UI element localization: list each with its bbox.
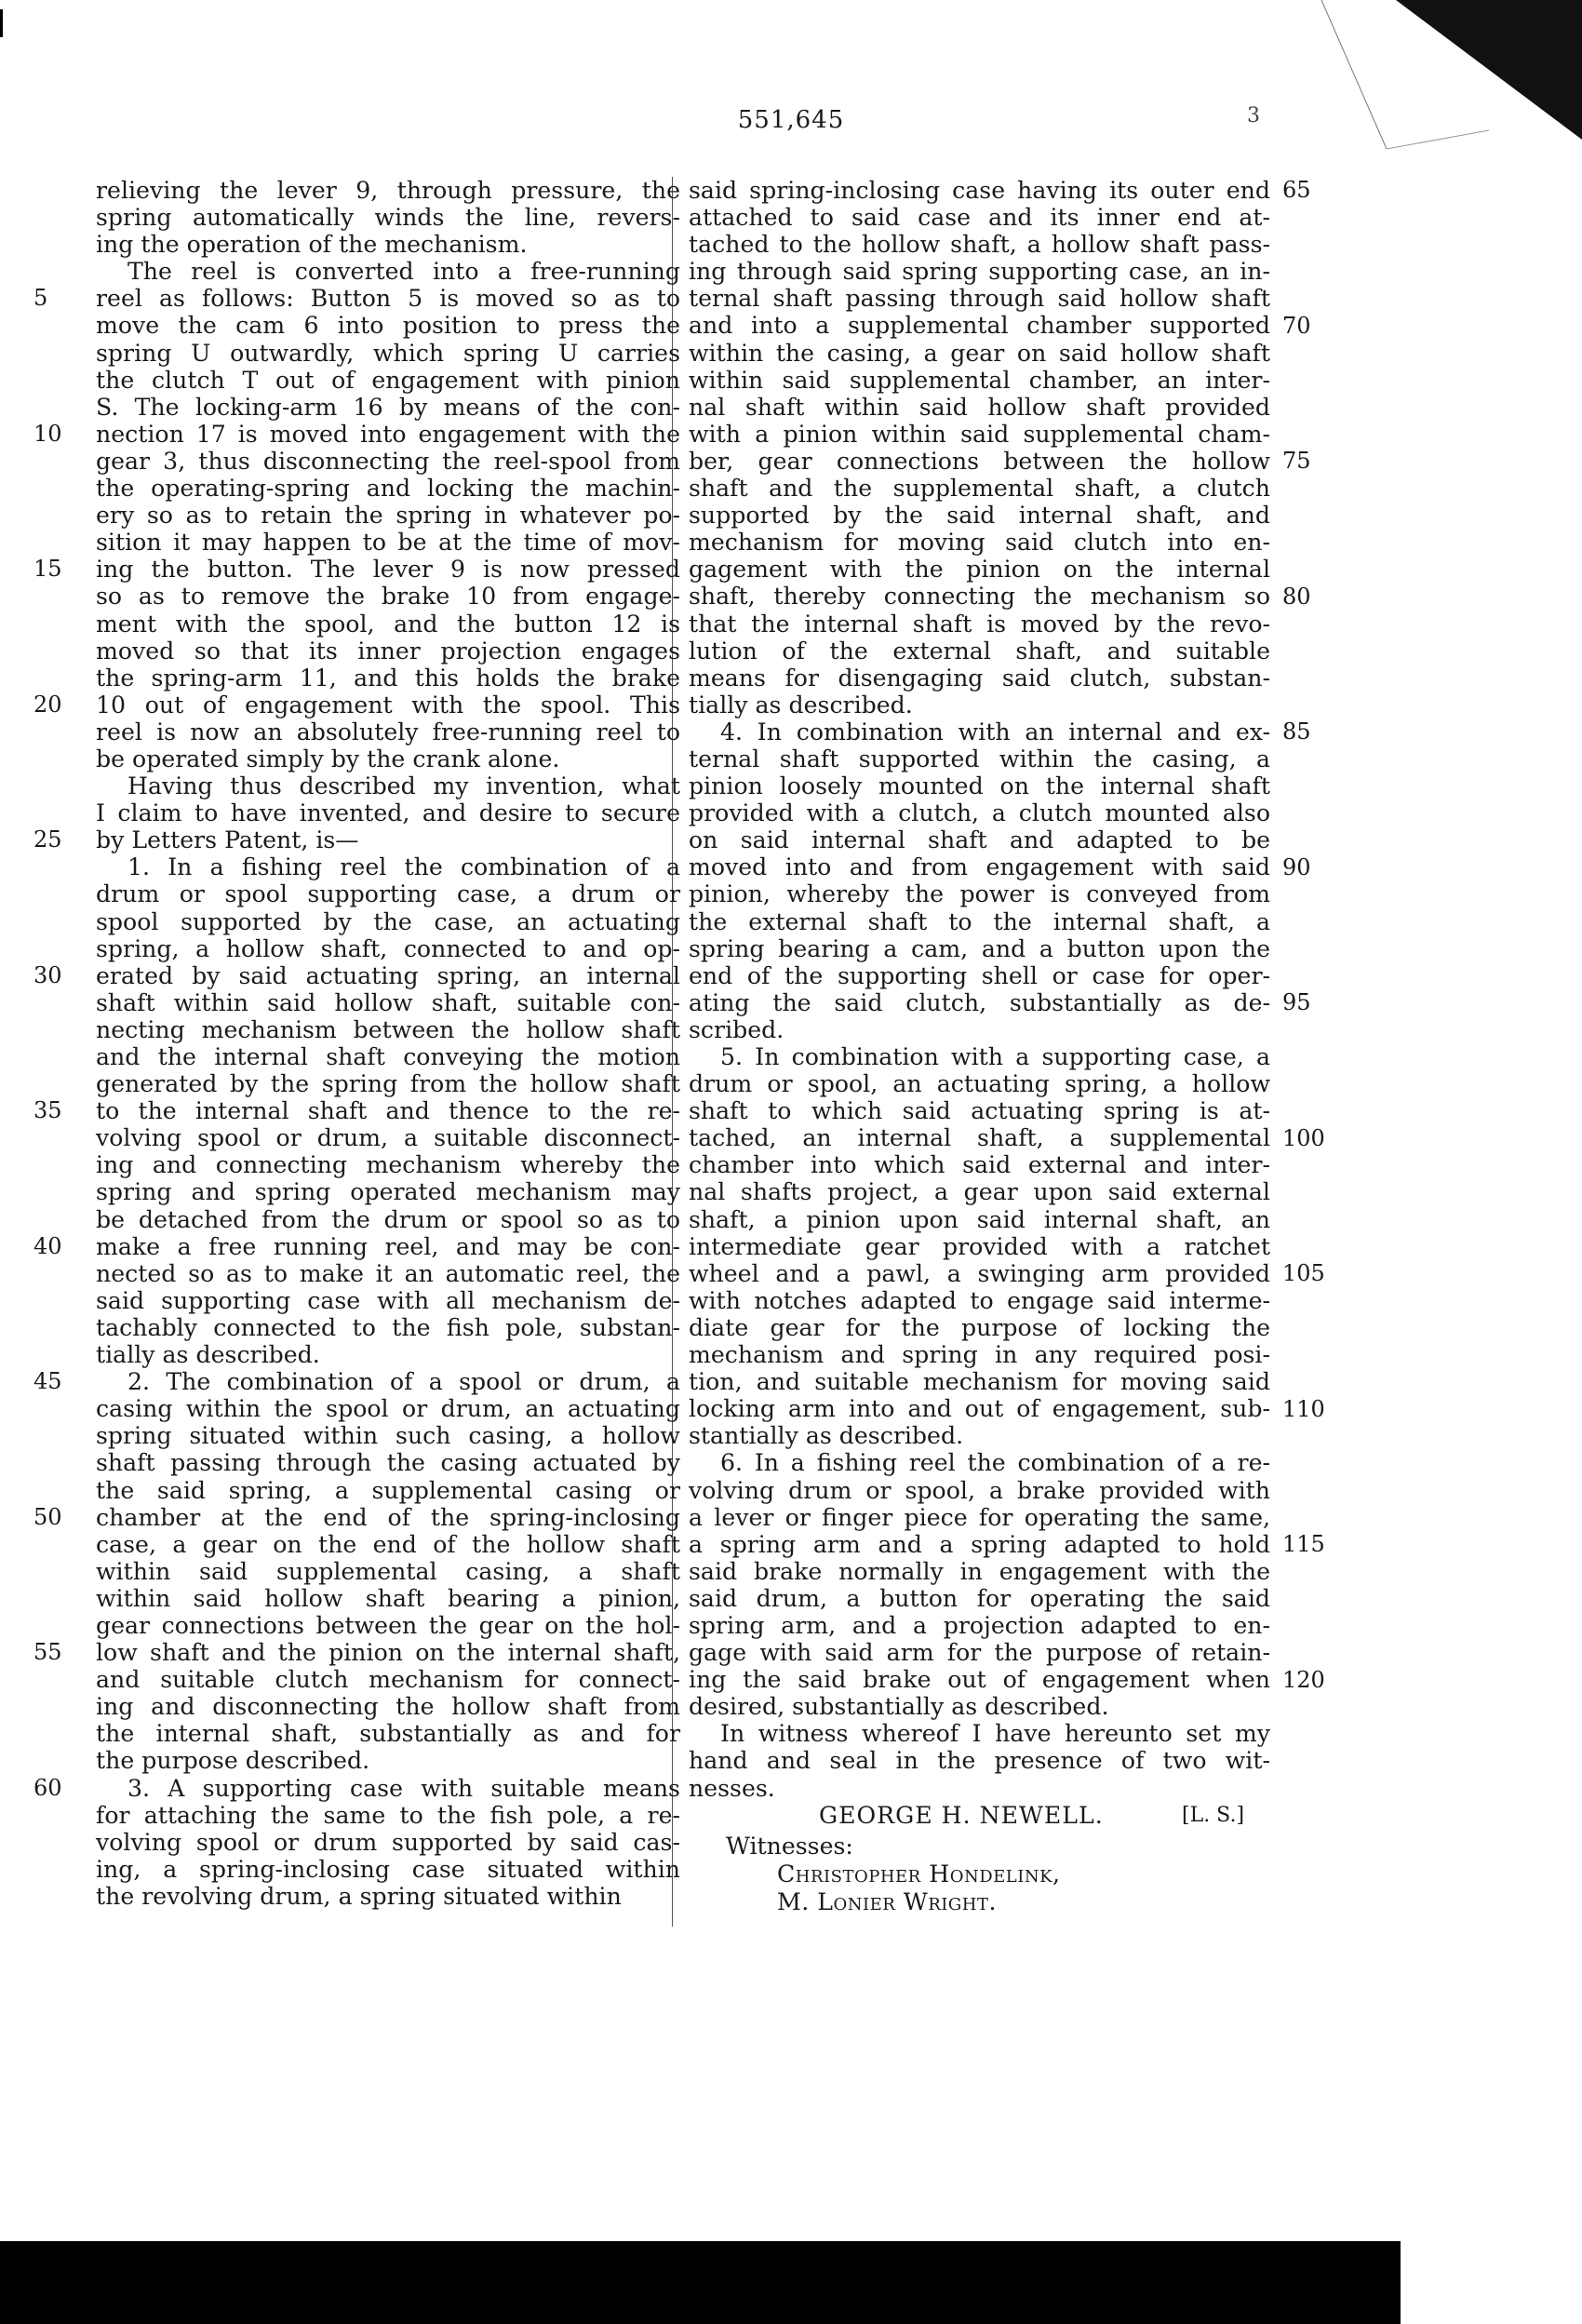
text-line: within said supplemental casing, a shaft <box>96 1557 680 1585</box>
text-line: spring arm, and a projection adapted to en- <box>689 1611 1270 1639</box>
text-line: be detached from the drum or spool so as to <box>96 1205 680 1233</box>
text-line: and suitable clutch mechanism for connect- <box>96 1666 680 1694</box>
text-line: make a free running reel, and may be con- <box>96 1232 680 1260</box>
text-line: ternal shaft supported within the casing, a <box>689 745 1270 772</box>
text-line: means for disengaging said clutch, substan- <box>689 664 1270 692</box>
margin-line-number: 20 <box>34 691 62 718</box>
text-line: by Letters Patent, is— <box>96 826 359 854</box>
text-line: nesses. <box>689 1774 775 1802</box>
text-line: the spring-arm 11, and this holds the brake <box>96 664 680 692</box>
text-line: relieving the lever 9, through pressure, the <box>96 177 680 204</box>
margin-line-number: 90 <box>1282 853 1311 880</box>
text-line: said supporting case with all mechanism de- <box>96 1286 680 1314</box>
text-line: ing the button. The lever 9 is now pressed <box>96 556 680 584</box>
text-line: sition it may happen to be at the time of mov- <box>96 529 680 557</box>
text-line: 10 out of engagement with the spool. This <box>96 691 680 719</box>
text-line: volving spool or drum supported by said cas- <box>96 1828 680 1856</box>
text-line: S. The locking-arm 16 by means of the con- <box>96 393 680 421</box>
text-line: ing, a spring-inclosing case situated within <box>96 1855 680 1883</box>
text-line: ment with the spool, and the button 12 is <box>96 610 680 638</box>
text-line: lution of the external shaft, and suitable <box>689 637 1270 665</box>
text-line: 6. In a fishing reel the combination of a re- <box>720 1449 1270 1477</box>
page-number: 551,645 <box>737 106 845 134</box>
text-line: nal shaft within said hollow shaft provided <box>689 393 1270 421</box>
text-line: scribed. <box>689 1015 784 1043</box>
margin-line-number: 60 <box>34 1774 62 1801</box>
text-line: spool supported by the case, an actuating <box>96 907 680 935</box>
text-line: ing and disconnecting the hollow shaft from <box>96 1693 680 1721</box>
margin-line-number: 55 <box>34 1639 62 1666</box>
text-line: 5. In combination with a supporting case, a <box>720 1043 1270 1070</box>
text-line: provided with a clutch, a clutch mounted also <box>689 799 1270 827</box>
text-line: 3. A supporting case with suitable means <box>127 1774 680 1802</box>
text-line: shaft, thereby connecting the mechanism so <box>689 583 1270 611</box>
text-line: gagement with the pinion on the internal <box>689 556 1270 584</box>
margin-line-number: 95 <box>1282 989 1311 1015</box>
text-line: the internal shaft, substantially as and for <box>96 1720 680 1748</box>
margin-line-number: 85 <box>1282 719 1311 745</box>
text-line: and the internal shaft conveying the motion <box>96 1043 680 1070</box>
text-line: 1. In a fishing reel the combination of a <box>127 853 680 881</box>
folded-corner-mark <box>1284 0 1582 186</box>
text-line: the said spring, a supplemental casing or <box>96 1476 680 1504</box>
text-line: pinion, whereby the power is conveyed from <box>689 880 1270 908</box>
text-line: 2. The combination of a spool or drum, a <box>127 1368 680 1396</box>
text-line: the purpose described. <box>96 1747 370 1775</box>
text-line: tion, and suitable mechanism for moving said <box>689 1368 1270 1396</box>
text-line: tially as described. <box>689 691 913 719</box>
text-line: nal shafts project, a gear upon said external <box>689 1178 1270 1206</box>
text-line: spring situated within such casing, a hollow <box>96 1422 680 1450</box>
margin-line-number: 10 <box>34 420 62 447</box>
margin-line-number: 70 <box>1282 312 1311 339</box>
text-line: chamber at the end of the spring-inclosing <box>96 1503 680 1531</box>
text-line: the external shaft to the internal shaft, a <box>689 907 1270 935</box>
text-line: a spring arm and a spring adapted to hold <box>689 1530 1270 1558</box>
text-line: said drum, a button for operating the said <box>689 1584 1270 1612</box>
text-line: 4. In combination with an internal and ex- <box>720 718 1270 746</box>
text-line: stantially as described. <box>689 1422 964 1450</box>
text-line: moved so that its inner projection engages <box>96 637 680 665</box>
scan-bottom-strip <box>1401 2241 1582 2324</box>
text-line: generated by the spring from the hollow shaft <box>96 1070 680 1098</box>
text-line: ing the said brake out of engagement when <box>689 1666 1270 1694</box>
margin-line-number: 120 <box>1282 1666 1325 1693</box>
margin-line-number: 15 <box>34 556 62 583</box>
text-line: ber, gear connections between the hollow <box>689 447 1270 475</box>
text-line: gage with said arm for the purpose of retain- <box>689 1639 1270 1667</box>
text-line: with a pinion within said supplemental cham- <box>689 420 1270 448</box>
text-line: said brake normally in engagement with the <box>689 1557 1270 1585</box>
text-line: spring bearing a cam, and a button upon the <box>689 934 1270 962</box>
text-line: Having thus described my invention, what <box>127 772 680 800</box>
text-line: ing the operation of the mechanism. <box>96 231 528 259</box>
witnesses-label: Witnesses: <box>726 1832 853 1860</box>
text-line: said spring-inclosing case having its outer end <box>689 177 1270 204</box>
text-line: and into a supplemental chamber supported <box>689 312 1270 340</box>
text-line: intermediate gear provided with a ratchet <box>689 1232 1270 1260</box>
text-line: on said internal shaft and adapted to be <box>689 826 1270 854</box>
text-line: within said supplemental chamber, an inter- <box>689 366 1270 394</box>
text-line: gear connections between the gear on the hol- <box>96 1611 680 1639</box>
text-line: nected so as to make it an automatic reel, the <box>96 1259 680 1287</box>
text-line: tachably connected to the fish pole, substan- <box>96 1313 680 1341</box>
text-line: locking arm into and out of engagement, sub- <box>689 1395 1270 1423</box>
margin-line-number: 40 <box>34 1232 62 1259</box>
text-line: wheel and a pawl, a swinging arm provided <box>689 1259 1270 1287</box>
margin-line-number: 65 <box>1282 177 1311 203</box>
signature-block <box>689 1802 1270 1916</box>
right-column-text <box>689 177 1270 1802</box>
seal-mark: [L. S.] <box>1182 1803 1245 1827</box>
text-line: ternal shaft passing through said hollow shaft <box>689 285 1270 313</box>
text-line: a lever or finger piece for operating the same, <box>689 1503 1270 1531</box>
text-line: pinion loosely mounted on the internal shaft <box>689 772 1270 800</box>
text-line: hand and seal in the presence of two wit- <box>689 1747 1270 1775</box>
margin-line-number: 45 <box>34 1368 62 1395</box>
text-line: drum or spool, an actuating spring, a hollow <box>689 1070 1270 1098</box>
text-line: diate gear for the purpose of locking the <box>689 1313 1270 1341</box>
text-line: spring automatically winds the line, revers- <box>96 204 680 232</box>
margin-line-number: 50 <box>34 1503 62 1530</box>
text-line: that the internal shaft is moved by the revo- <box>689 610 1270 638</box>
text-line: mechanism and spring in any required posi- <box>689 1341 1270 1369</box>
text-line: shaft, a pinion upon said internal shaft, an <box>689 1205 1270 1233</box>
margin-line-number: 80 <box>1282 583 1311 610</box>
text-line: reel is now an absolutely free-running reel to <box>96 718 680 746</box>
inventor-line <box>689 1802 1270 1833</box>
text-line: In witness whereof I have hereunto set my <box>720 1720 1270 1748</box>
margin-line-number: 25 <box>34 826 62 853</box>
text-line: desired, substantially as described. <box>689 1693 1109 1721</box>
margin-line-number: 100 <box>1282 1124 1325 1151</box>
text-line: for attaching the same to the fish pole, a re- <box>96 1801 680 1829</box>
margin-line-number: 5 <box>34 285 48 312</box>
text-line: the revolving drum, a spring situated within <box>96 1882 622 1910</box>
text-line: spring, a hollow shaft, connected to and op- <box>96 934 680 962</box>
margin-line-number: 75 <box>1282 448 1311 474</box>
text-line: shaft and the supplemental shaft, a clutch <box>689 475 1270 503</box>
text-line: volving spool or drum, a suitable disconnect- <box>96 1124 680 1152</box>
witness-2: M. Lonier Wright. <box>777 1887 997 1915</box>
text-line: drum or spool supporting case, a drum or <box>96 880 680 908</box>
text-line: ing and connecting mechanism whereby the <box>96 1151 680 1179</box>
text-line: be operated simply by the crank alone. <box>96 745 560 772</box>
text-line: supported by the said internal shaft, and <box>689 502 1270 530</box>
margin-line-number: 115 <box>1282 1531 1325 1557</box>
text-line: within said hollow shaft bearing a pinion, <box>96 1584 680 1612</box>
text-line: low shaft and the pinion on the internal shaft, <box>96 1639 680 1667</box>
text-line: ating the said clutch, substantially as de- <box>689 988 1270 1016</box>
text-line: tached to the hollow shaft, a hollow shaft pass- <box>689 231 1270 259</box>
text-line: case, a gear on the end of the hollow shaft <box>96 1530 680 1558</box>
text-line: tached, an internal shaft, a supplemental <box>689 1124 1270 1152</box>
text-line: the operating-spring and locking the machin- <box>96 475 680 503</box>
margin-line-number: 35 <box>34 1097 62 1124</box>
text-line: reel as follows: Button 5 is moved so as to <box>96 285 680 313</box>
text-line: casing within the spool or drum, an actuating <box>96 1395 680 1423</box>
text-line: so as to remove the brake 10 from engage- <box>96 583 680 611</box>
text-line: necting mechanism between the hollow shaft <box>96 1015 680 1043</box>
text-line: mechanism for moving said clutch into en- <box>689 529 1270 557</box>
text-line: ing through said spring supporting case, an in- <box>689 258 1270 286</box>
right-column <box>689 177 1270 1916</box>
text-line: tially as described. <box>96 1341 320 1369</box>
scan-bottom-bar <box>0 2241 1582 2324</box>
text-line: within the casing, a gear on said hollow shaft <box>689 339 1270 367</box>
text-line: shaft passing through the casing actuated by <box>96 1449 680 1477</box>
text-line: shaft within said hollow shaft, suitable con- <box>96 988 680 1016</box>
text-line: attached to said case and its inner end at- <box>689 204 1270 232</box>
margin-line-number: 105 <box>1282 1260 1325 1286</box>
text-line: spring U outwardly, which spring U carries <box>96 339 680 367</box>
text-line: to the internal shaft and thence to the re- <box>96 1097 680 1125</box>
text-line: shaft to which said actuating spring is at- <box>689 1097 1270 1125</box>
text-line: spring and spring operated mechanism may <box>96 1178 680 1206</box>
text-line: chamber into which said external and inter- <box>689 1151 1270 1179</box>
text-line: erated by said actuating spring, an internal <box>96 961 680 989</box>
text-line: move the cam 6 into position to press the <box>96 312 680 340</box>
inventor-name: GEORGE H. NEWELL. <box>819 1801 1104 1829</box>
text-line: I claim to have invented, and desire to secure <box>96 799 680 827</box>
text-line: end of the supporting shell or case for oper- <box>689 961 1270 989</box>
margin-line-number: 110 <box>1282 1395 1325 1422</box>
text-line: moved into and from engagement with said <box>689 853 1270 881</box>
margin-line-number: 30 <box>34 961 62 988</box>
left-column <box>96 177 680 1910</box>
text-line: volving drum or spool, a brake provided with <box>689 1476 1270 1504</box>
text-line: ery so as to retain the spring in whatever po- <box>96 502 680 530</box>
text-line: gear 3, thus disconnecting the reel-spool from <box>96 447 680 475</box>
text-line: with notches adapted to engage said interme- <box>689 1286 1270 1314</box>
witness-1: Christopher Hondelink, <box>777 1860 1061 1887</box>
text-line: the clutch T out of engagement with pinion <box>96 366 680 394</box>
text-line: The reel is converted into a free-running <box>127 258 680 286</box>
text-line: nection 17 is moved into engagement with the <box>96 420 680 448</box>
scan-edge-mark <box>0 9 3 37</box>
corner-page-number: 3 <box>1247 104 1260 128</box>
